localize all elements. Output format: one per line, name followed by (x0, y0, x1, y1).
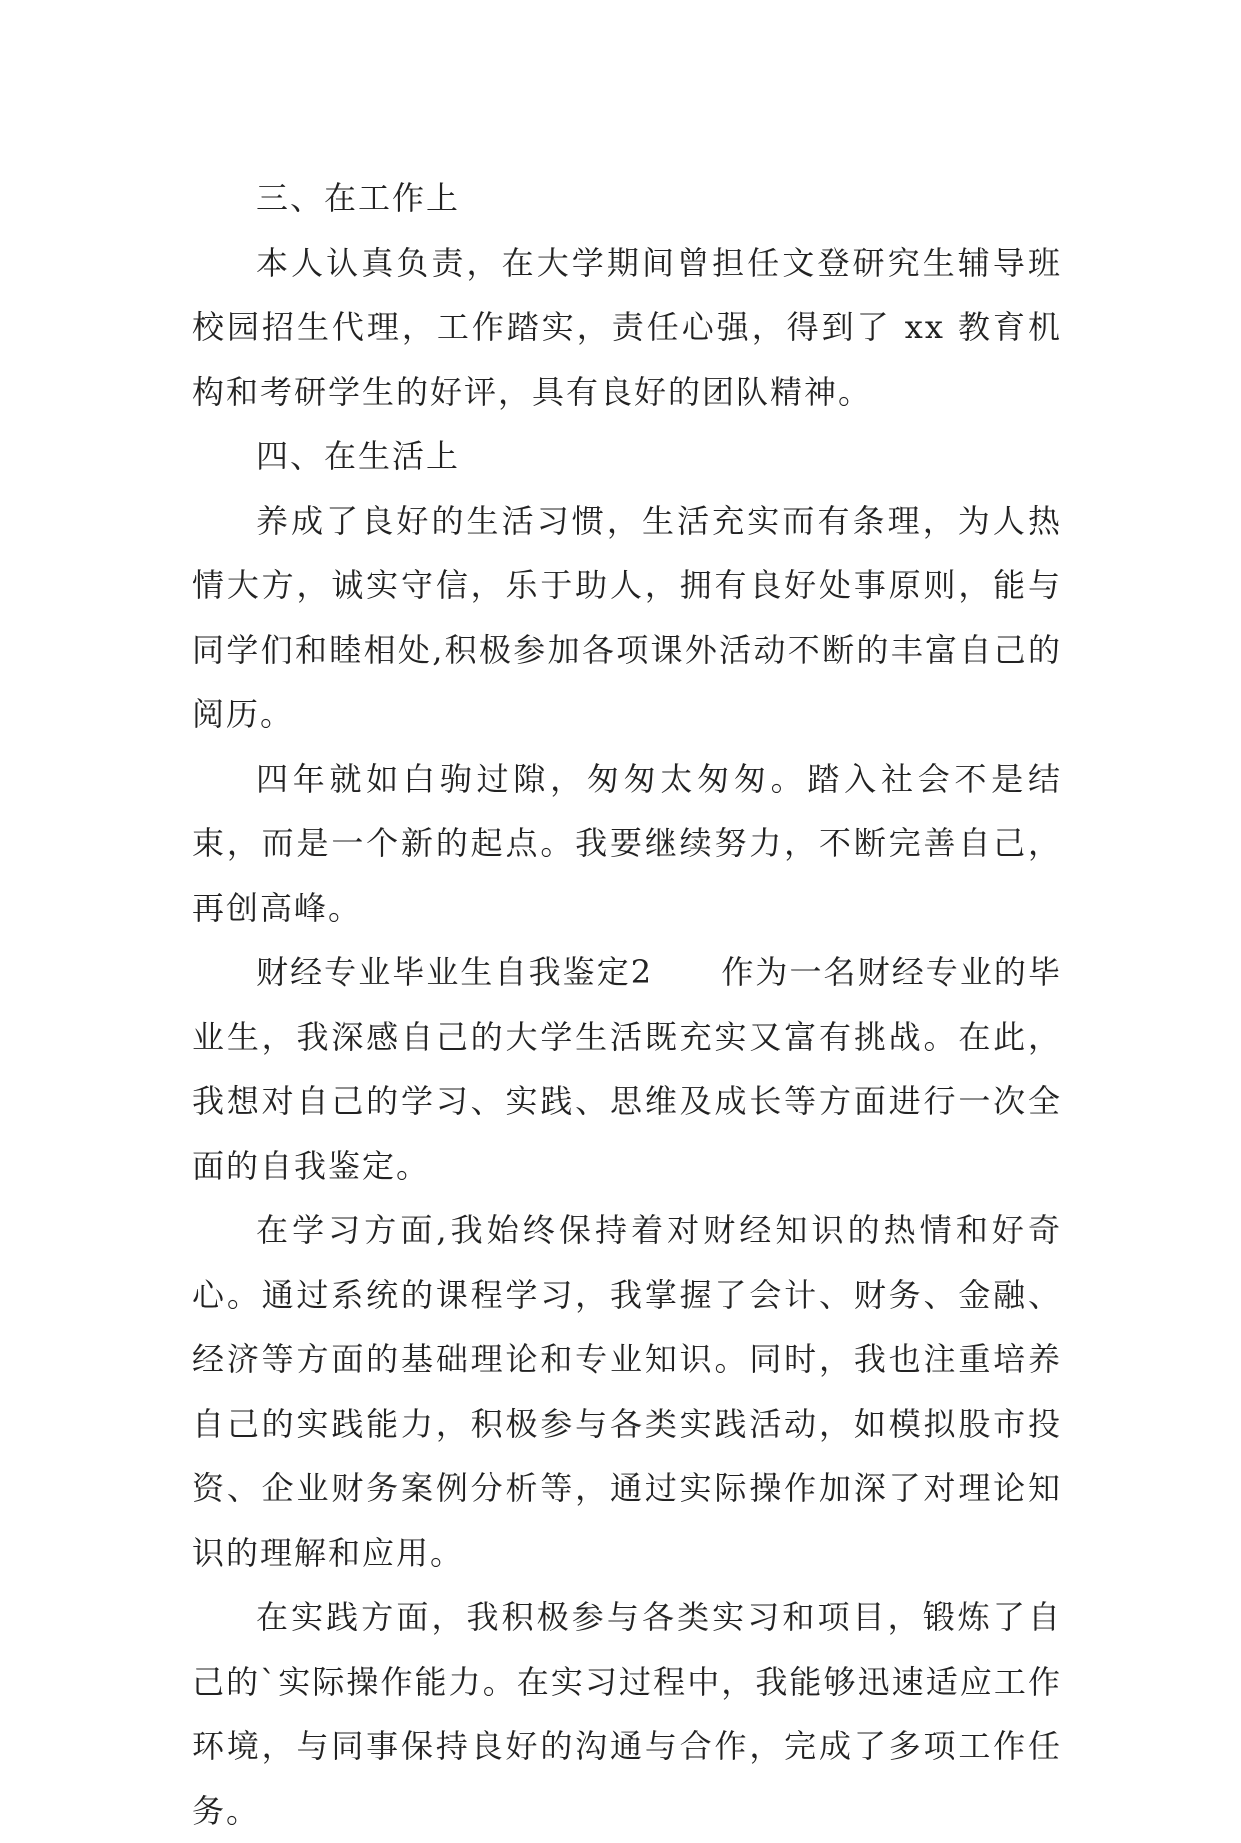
section-heading-work: 三、在工作上 (256, 179, 461, 217)
paragraph-title-2: 财经专业毕业生自我鉴定2 作为一名财经专业的毕业生，我深感自己的大学生活既充实又富有挑战。在此，我想对自己的学习、实践、思维及成长等方面进行一次全面的自我鉴定。 (192, 953, 1062, 1185)
paragraph-study: 在学习方面,我始终保持着对财经知识的热情和好奇心。通过系统的课程学习，我掌握了会计、财务、金融、经济等方面的基础理论和专业知识。同时，我也注重培养自己的实践能力，积极参与各类实践活动，如模拟股市投资、企业财务案例分析等，通过实际操作加深了对理论知识的理解和应用。 (192, 1211, 1062, 1572)
paragraph-practice: 在实践方面，我积极参与各类实习和项目，锻炼了自己的`实际操作能力。在实习过程中，我能够迅速适应工作环境，与同事保持良好的沟通与合作，完成了多项工作任务。 (192, 1598, 1062, 1830)
paragraph-conclusion: 四年就如白驹过隙，匆匆太匆匆。踏入社会不是结束，而是一个新的起点。我要继续努力，不断完善自己，再创高峰。 (192, 759, 1062, 927)
paragraph-life: 养成了良好的生活习惯，生活充实而有条理，为人热情大方，诚实守信，乐于助人，拥有良好处事原则，能与同学们和睦相处,积极参加各项课外活动不断的丰富自己的阅历。 (192, 501, 1062, 733)
document-body (192, 166, 1062, 1843)
paragraph-work: 本人认真负责，在大学期间曾担任文登研究生辅导班校园招生代理，工作踏实，责任心强，得到了 xx 教育机构和考研学生的好评，具有良好的团队精神。 (192, 243, 1062, 411)
section-heading-life: 四、在生活上 (256, 437, 461, 475)
